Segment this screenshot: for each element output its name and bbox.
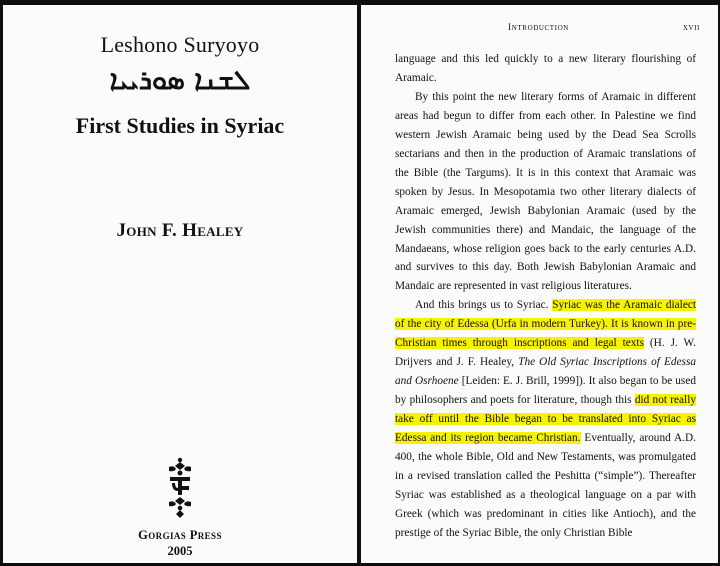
book-title-syriac: ܠܫܢܐ ܣܘܪܝܝܐ: [109, 65, 251, 96]
gorgias-press-emblem-icon: [163, 457, 197, 519]
highlighted-text: did not really take off until the Bible began to be translated into Syriac as Edessa and its region became Christian.: [395, 394, 696, 445]
text-segment: And this brings us to Syriac.: [415, 299, 553, 312]
paragraph: [395, 296, 696, 542]
header-title: Introduction: [508, 23, 569, 33]
right-page: [361, 5, 718, 563]
text-segment: (H. J. W. Drijvers and J. F. Healey,: [395, 337, 696, 369]
page-number: xvii: [682, 23, 700, 33]
book-subtitle: First Studies in Syriac: [75, 113, 285, 138]
text-segment: language and this led quickly to a new literary flourishing of Aramaic.: [395, 53, 696, 84]
highlighted-text: Syriac was the Aramaic dialect of the city of Edessa (Urfa in modern Turkey). It is known in pre-Christian times through inscriptions and legal texts: [395, 299, 696, 350]
paragraph: [395, 50, 696, 88]
text-segment: [Leiden: E. J. Brill, 1999]). It also began to be used by philosophers and poets for literature, though this: [395, 375, 696, 407]
text-segment: Eventually, around A.D. 400, the whole Bible, Old and New Testaments, was promulgated in a revised translation called the Peshitta (“simple”). Thereafter Syriac was established as a theological language on a par with Greek (which was predominant in cities like Antioch), and the prestige of the Syriac Bible, the only Christian Bible: [395, 432, 696, 539]
author-name: John F. Healey: [116, 220, 244, 241]
text-segment: By this point the new literary forms of Aramaic in different areas had begun to differ from each other. In Palestine we find western Jewish Aramaic being used by the Dead Sea Scrolls sectarians and then in the production of Aramaic translations of the Bible (the Targums). It is in this context that Aramaic was spoken by Jesus. In Mesopotamia two other literary dialects of Aramaic emerged, Jewish Babylonian Aramaic (used by the Jewish communities there) and Mandaic, the language of the Mandaeans, whose religion goes back to the early centuries A.D. and survives to this day. Both Jewish Babylonian Aramaic and Mandaic are represented in vast religious literatures.: [395, 90, 696, 293]
paragraph: [395, 88, 696, 296]
left-page: [3, 5, 357, 563]
publisher-name: Gorgias Press: [138, 528, 222, 542]
citation-title: The Old Syriac Inscriptions of Edessa and Osrhoene: [395, 356, 696, 388]
book-title: Leshono Suryoyo: [100, 32, 260, 57]
publication-year: 2005: [167, 544, 193, 558]
body-text: [395, 50, 696, 543]
